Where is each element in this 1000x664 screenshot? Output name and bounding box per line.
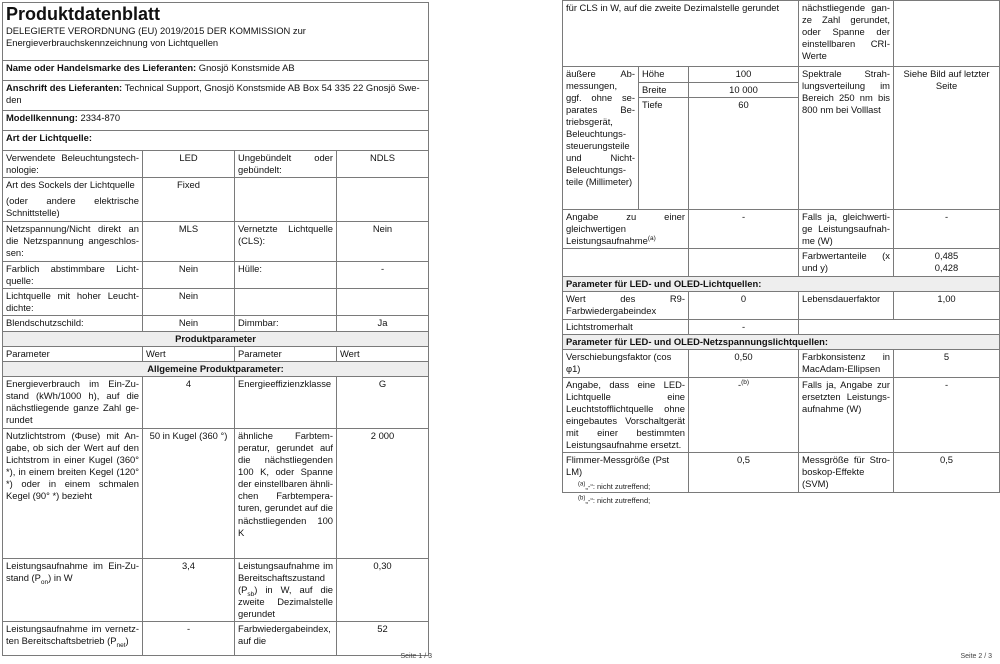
envelope-label: Hülle: [235, 262, 337, 289]
cri-label: Farbwiedergabeindex, auf die [235, 622, 337, 656]
hld-value: Nein [143, 289, 235, 316]
envelope-value: - [337, 262, 429, 289]
cct-label: ähnliche Farbtemperatur, gerundet auf die nächstliegenden 100 K, oder Spanne der einstellbaren ähnlichen Farbtemperaturen, gerundet auf die nächstliegenden 100 K [235, 429, 337, 559]
equiv-label: Angabe zu einer gleichwertigen Leistungsaufnahme$^{(a)}$ [563, 210, 689, 249]
r9-label: Wert des R9-Farbwiedergabeindex [563, 292, 689, 320]
equiv-value: - [689, 210, 799, 249]
svm-value: 0,5 [894, 453, 1000, 492]
maint-value: - [689, 320, 799, 335]
footnote-b: $^{(b)}$„-“: nicht zutreffend; [578, 495, 651, 505]
chroma-x: 0,485 [934, 250, 959, 262]
spectral-value: Siehe Bild auf letzter Seite [894, 67, 1000, 210]
equiv-yes-label: Falls ja, gleichwertige Leistungsaufnahme (W) [799, 210, 894, 249]
power-on-value: 3,4 [143, 559, 235, 622]
led-params-heading: Parameter für LED- und OLED-Lichtquellen: [563, 277, 1000, 292]
survival-label: Lebensdauerfaktor [799, 292, 894, 320]
survival-value: 1,00 [894, 292, 1000, 320]
standby-label: Leistungsaufnahme im Bereitschaftszustand $(P_{sb})$ in W, auf die zweite Dezimalstelle gerundet [235, 559, 337, 622]
flux-value: 50 in Kugel (360 °) [143, 429, 235, 559]
consistency-label: Farbkonsistenz in MacAdam-Ellipsen [799, 350, 894, 378]
model-label: Modellkennung: [6, 112, 78, 123]
empty-cell [235, 289, 337, 316]
supplier-address: Technical Support, Gnosjö Konstsmide AB Box 54 335 22 Gnosjö Sweden [6, 82, 420, 106]
dimmable-value: Ja [337, 316, 429, 332]
depth-label: Tiefe [639, 98, 689, 210]
height-label: Höhe [639, 67, 689, 83]
header-cell [3, 3, 429, 61]
tech-value: LED [143, 151, 235, 178]
supplier-address-label: Anschrift des Lieferanten: [6, 82, 123, 93]
replace-value: -$^{(b)}$ [689, 378, 799, 453]
cap-label-cell [3, 178, 143, 222]
nondirectional-value: NDLS [337, 151, 429, 178]
equiv-yes-value: - [894, 210, 1000, 249]
supplier-address-row [3, 81, 429, 111]
maint-label: Lichtstromerhalt [563, 320, 689, 335]
dimmable-label: Dimmbar: [235, 316, 337, 332]
height-value: 100 [689, 67, 799, 83]
eec-value: G [337, 377, 429, 429]
cri-value-cont [894, 1, 1000, 67]
model-row [3, 111, 429, 131]
general-params-heading: Allgemeine Produktparameter: [3, 362, 429, 377]
chroma-value [894, 249, 1000, 277]
energy-label: Energieverbrauch im Ein-Zustand (kWh/1000 h), auf die nächstliegende ganze Zahl gerundet [3, 377, 143, 429]
datasheet-table-page-1 [2, 2, 429, 656]
replace-yes-value: - [894, 378, 1000, 453]
cap-label-note: (oder andere elektrische Schnittstelle) [6, 195, 139, 219]
cls-standby-label-cont: für CLS in W, auf die zweite Dezimalstelle gerundet [563, 1, 799, 67]
svm-label: Messgröße für Stroboskop-Effekte (SVM) [799, 453, 894, 492]
empty-cell [563, 249, 689, 277]
col-header-param: Parameter [235, 347, 337, 362]
empty-cell [689, 249, 799, 277]
datasheet-page-2 [560, 0, 1000, 664]
flux-label: Nutzlichtstrom (Φuse) mit Angabe, ob sich der Wert auf den Lichtstrom in einer Kugel (360° *), in einem breiten Kegel (120° *) oder in einem schmalen Kegel (90° *) bezieht [3, 429, 143, 559]
energy-value: 4 [143, 377, 235, 429]
col-header-value: Wert [337, 347, 429, 362]
width-value: 10 000 [689, 83, 799, 98]
tech-label: Verwendete Beleuchtungstechnologie: [3, 151, 143, 178]
supplier-name-label: Name oder Handelsmarke des Lieferanten: [6, 62, 197, 73]
cri-value: 52 [337, 622, 429, 656]
dpf-label: Verschiebungsfaktor (cos φ1) [563, 350, 689, 378]
flicker-label: Flimmer-Messgröße (Pst LM) [563, 453, 689, 492]
empty-cell [235, 178, 337, 222]
consistency-value: 5 [894, 350, 1000, 378]
chroma-label: Farbwertanteile (x und y) [799, 249, 894, 277]
light-source-type-heading: Art der Lichtquelle: [3, 131, 429, 151]
width-label: Breite [639, 83, 689, 98]
antiglare-value: Nein [143, 316, 235, 332]
page-footer: Seite 1 / 3 [400, 653, 432, 661]
mains-label: Netzspannung/Nicht direkt an die Netzspannung angeschlossen: [3, 222, 143, 262]
connected-label: Vernetzte Lichtquelle (CLS): [235, 222, 337, 262]
dims-label: äußere Abmessungen, ggf. ohne separates Betriebsgerät, Beleuchtungssteuerungsteile und Nicht-Beleuchtungsteile (Millimeter) [563, 67, 639, 210]
empty-cell [337, 289, 429, 316]
empty-cell [799, 320, 1000, 335]
dpf-value: 0,50 [689, 350, 799, 378]
standby-value: 0,30 [337, 559, 429, 622]
connected-value: Nein [337, 222, 429, 262]
flicker-value: 0,5 [689, 453, 799, 492]
supplier-name-row [3, 61, 429, 81]
page-title: Produktdatenblatt [6, 4, 161, 24]
datasheet-table-page-2 [562, 0, 1000, 493]
chroma-y: 0,428 [934, 262, 959, 274]
col-header-param: Parameter [3, 347, 143, 362]
cap-label: Art des Sockels der Lichtquelle [6, 179, 135, 191]
footnote-a: $^{(a)}$„-“: nicht zutreffend; [578, 481, 651, 491]
tunable-label: Farblich abstimmbare Lichtquelle: [3, 262, 143, 289]
regulation-text: DELEGIERTE VERORDNUNG (EU) 2019/2015 DER KOMMISSION zur Energieverbrauchskennzeichnung von Lichtquellen [6, 24, 306, 48]
eec-label: Energieeffizienzklasse [235, 377, 337, 429]
tunable-value: Nein [143, 262, 235, 289]
cap-value: Fixed [143, 178, 235, 222]
product-params-heading: Produktparameter [3, 332, 429, 347]
model-value: 2334-870 [80, 112, 121, 123]
antiglare-label: Blendschutzschild: [3, 316, 143, 332]
col-header-value: Wert [143, 347, 235, 362]
cri-label-cont: nächstliegende ganze Zahl gerundet, oder Spanne der einstellbaren CRI-Werte [799, 1, 894, 67]
hld-label: Lichtquelle mit hoher Leuchtdichte: [3, 289, 143, 316]
mains-value: MLS [143, 222, 235, 262]
supplier-name: Gnosjö Konstsmide AB [198, 62, 295, 73]
r9-value: 0 [689, 292, 799, 320]
net-standby-label: Leistungsaufnahme im vernetzten Bereitschaftsbetrieb $(P_{net})$ [3, 622, 143, 656]
power-on-label: Leistungsaufnahme im Ein-Zustand $(P_{on})$ in W [3, 559, 143, 622]
spectral-label: Spektrale Strahlungsverteilung im Bereich 250 nm bis 800 nm bei Volllast [799, 67, 894, 210]
replace-yes-label: Falls ja, Angabe zur ersetzten Leistungsaufnahme (W) [799, 378, 894, 453]
mains-led-params-heading: Parameter für LED- und OLED-Netzspannungslichtquellen: [563, 335, 1000, 350]
nondirectional-label: Ungebündelt oder gebündelt: [235, 151, 337, 178]
cct-value: 2 000 [337, 429, 429, 559]
page-footer: Seite 2 / 3 [960, 653, 992, 661]
datasheet-page-1 [0, 0, 440, 664]
replace-label: Angabe, dass eine LED-Lichtquelle eine Leuchtstofflichtquelle ohne eingebautes Vorschaltgerät mit einer bestimmten Leistungsaufnahme ersetzt. [563, 378, 689, 453]
depth-value: 60 [689, 98, 799, 210]
empty-cell [337, 178, 429, 222]
net-standby-value: - [143, 622, 235, 656]
